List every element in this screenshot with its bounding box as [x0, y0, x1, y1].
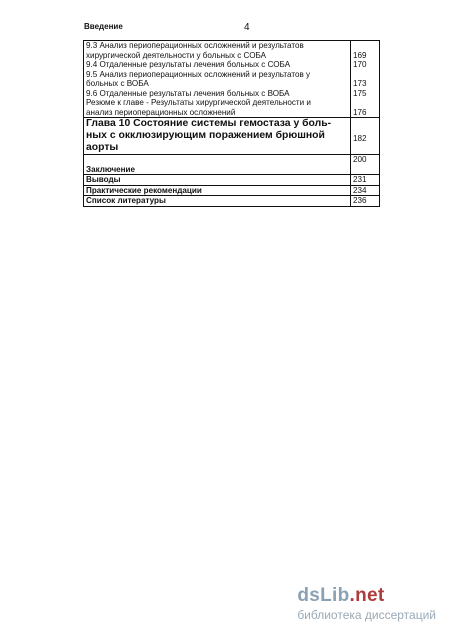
toc-page-cell	[351, 185, 380, 196]
toc-line: 9.5 Анализ периоперационных осложнений и результатов у	[86, 69, 311, 79]
toc-line: анализ периоперационных осложнений	[86, 107, 236, 117]
toc-line: Глава 10 Состояние системы гемостаза у боль-	[86, 118, 332, 129]
toc-page: 231	[353, 175, 367, 184]
toc-row-references	[84, 196, 380, 207]
toc-page	[353, 41, 377, 51]
running-header-title: Введение	[84, 22, 123, 31]
toc-title-cell	[84, 196, 351, 207]
toc-line: ных с окклюзирующим поражением брюшной	[86, 130, 325, 141]
watermark	[297, 585, 436, 622]
toc-page: 173	[353, 79, 367, 88]
toc-page: 170	[353, 60, 367, 69]
toc-page: 200	[353, 155, 367, 164]
toc-line: хирургической деятельности у больных с СОБА	[86, 50, 267, 60]
toc-page: 182	[353, 134, 367, 143]
toc-row-chapter10	[84, 118, 380, 155]
toc-line: больных с ВОБА	[86, 79, 149, 88]
toc-row-chapter9-sections	[84, 41, 380, 118]
toc-line: Заключение	[86, 164, 136, 174]
toc-row-recommendations	[84, 185, 380, 196]
toc-page	[353, 98, 377, 108]
toc-title-cell	[84, 185, 351, 196]
toc-line: 9.4 Отдаленные результаты лечения больных с СОБА	[86, 60, 291, 69]
toc-title-cell	[84, 175, 351, 186]
watermark-logo-main: dsLib	[297, 585, 350, 606]
toc-page: 236	[353, 196, 367, 205]
toc-page-cell	[351, 41, 380, 118]
watermark-logo	[297, 585, 436, 607]
toc-page: 176	[353, 107, 367, 117]
toc-page-cell	[351, 175, 380, 186]
page-number: 4	[244, 22, 250, 33]
toc-page	[353, 165, 377, 175]
toc-line	[86, 155, 348, 165]
toc-page: 175	[353, 88, 367, 98]
table-of-contents	[83, 40, 380, 207]
toc-line: Список литературы	[86, 196, 166, 205]
toc-page: 234	[353, 185, 367, 195]
toc-page-cell	[351, 155, 380, 175]
toc-page-cell	[351, 196, 380, 207]
toc-line: Резюме к главе - Результаты хирургической деятельности и	[86, 98, 311, 107]
toc-line: 9.6 Отдаленные результаты лечения больных с ВОБА	[86, 88, 290, 98]
toc-line: Выводы	[86, 175, 121, 184]
toc-page	[353, 70, 377, 80]
toc-row-conclusions	[84, 175, 380, 186]
toc-line: Практические рекомендации	[86, 185, 202, 195]
toc-title-cell	[84, 118, 351, 155]
toc-page-cell	[351, 118, 380, 155]
watermark-logo-tld: .net	[349, 585, 385, 606]
toc-line: 9.3 Анализ периоперационных осложнений и результатов	[86, 41, 304, 50]
watermark-subtitle: библиотека диссертаций	[297, 608, 436, 622]
toc-title-cell	[84, 41, 351, 118]
toc-title-cell	[84, 155, 351, 175]
toc-page: 169	[353, 50, 367, 60]
toc-row-conclusion	[84, 155, 380, 175]
toc-line: аорты	[86, 142, 119, 153]
